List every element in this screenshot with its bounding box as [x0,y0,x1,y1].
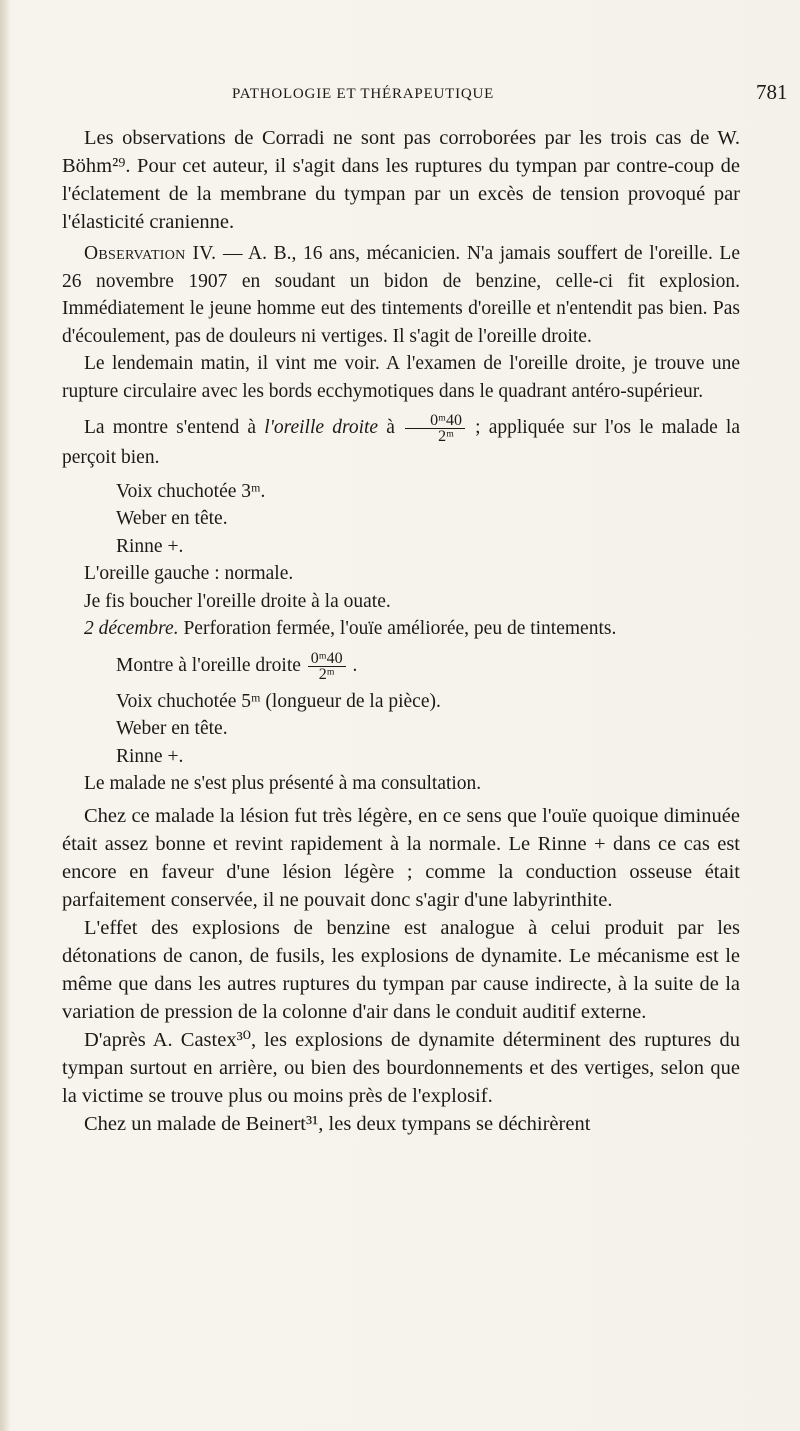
whisper-test-2: Voix chuchotée 5ᵐ (longueur de la pièce). [116,690,441,712]
distance-fraction-2: $\frac{\text{0ᵐ40}}{\text{2ᵐ}}$ [308,651,346,682]
watch-test-line: La montre s'entend à l'oreille droite à $\frac{\text{0ᵐ40}}{\text{2ᵐ}}$ ; appliquée sur l'os le malade la perçoit bien. [62,412,741,468]
patient-not-returned: Le malade ne s'est plus présenté à ma consultation. [84,773,482,794]
observation-block [62,240,740,798]
paragraph-beinert: Chez un malade de Beinert³¹, les deux tympans se déchirèrent [84,1112,591,1135]
observation-text: — A. B., 16 ans, mécanicien. N'a jamais souffert de l'oreille. Le 26 novembre 1907 en soudant un bidon de benzine, celle-ci fit explosion. Immédiatement le jeune homme eut des tintements d'oreille et n'entendit pas bien. Pas d'écoulement, pas de douleurs ni vertiges. Il s'agit de l'oreille droite. [62,243,741,347]
rinne-test-2: Rinne +. [116,745,184,767]
december-date: 2 décembre. [84,618,179,639]
observation-label: Observation IV. [84,243,217,264]
observation-intro [62,240,740,350]
cotton-plug-line: Je fis boucher l'oreille droite à la ouate. [84,590,391,612]
page-body [62,124,740,1138]
right-ear-italic: l'oreille droite [264,416,379,438]
paragraph-corradi: Les observations de Corradi ne sont pas corroborées par les trois cas de W. Böhm²⁹. Pour cet auteur, il s'agit dans les ruptures du tympan par contre-coup de l'éclatement de la membrane du tympan par un excès de tension provoqué par l'élasticité cranienne. [62,127,740,233]
paragraph-lesion: Chez ce malade la lésion fut très légère, en ce sens que l'ouïe quoique diminuée était assez bonne et revint rapidement à la normale. Le Rinne + dans ce cas est encore en faveur d'une lésion légère ; comme la conduction osseuse était parfaitement conservée, il ne pouvait donc s'agir d'une labyrinthite. [62,804,740,911]
distance-fraction: $\frac{\text{0ᵐ40}}{\text{2ᵐ}}$ [405,413,465,444]
whisper-test-1: Voix chuchotée 3ᵐ. [116,480,266,502]
left-ear-normal: L'oreille gauche : normale. [84,563,294,584]
paragraph-castex: D'après A. Castex³⁰, les explosions de dynamite déterminent des ruptures du tympan surtout en arrière, ou bien des bourdonnements et des vertiges, selon que la victime se trouve plus ou moins près de l'explosif. [62,1028,740,1107]
weber-test-2: Weber en tête. [116,718,228,739]
running-title: PATHOLOGIE ET THÉRAPEUTIQUE [232,86,495,102]
december-followup: 2 décembre. Perforation fermée, l'ouïe améliorée, peu de tintements. [84,618,617,639]
page-number: 781 [756,80,788,104]
paragraph-lendemain: Le lendemain matin, il vint me voir. A l'examen de l'oreille droite, je trouve une rupture circulaire avec les bords ecchymotiques dans le quadrant antéro-supérieur. [62,353,740,402]
rinne-test-1: Rinne +. [116,535,184,557]
watch-test-line-2: Montre à l'oreille droite $\frac{\text{0ᵐ40}}{\text{2ᵐ}}$ . [116,649,358,683]
weber-test-1: Weber en tête. [116,508,228,529]
paragraph-benzine-effect: L'effet des explosions de benzine est analogue à celui produit par les détonations de canon, de fusils, les explosions de dynamite. Le mécanisme est le même que dans les autres ruptures du tympan par cause indirecte, à la suite de la variation de pression de la colonne d'air dans le conduit auditif externe. [62,916,740,1023]
